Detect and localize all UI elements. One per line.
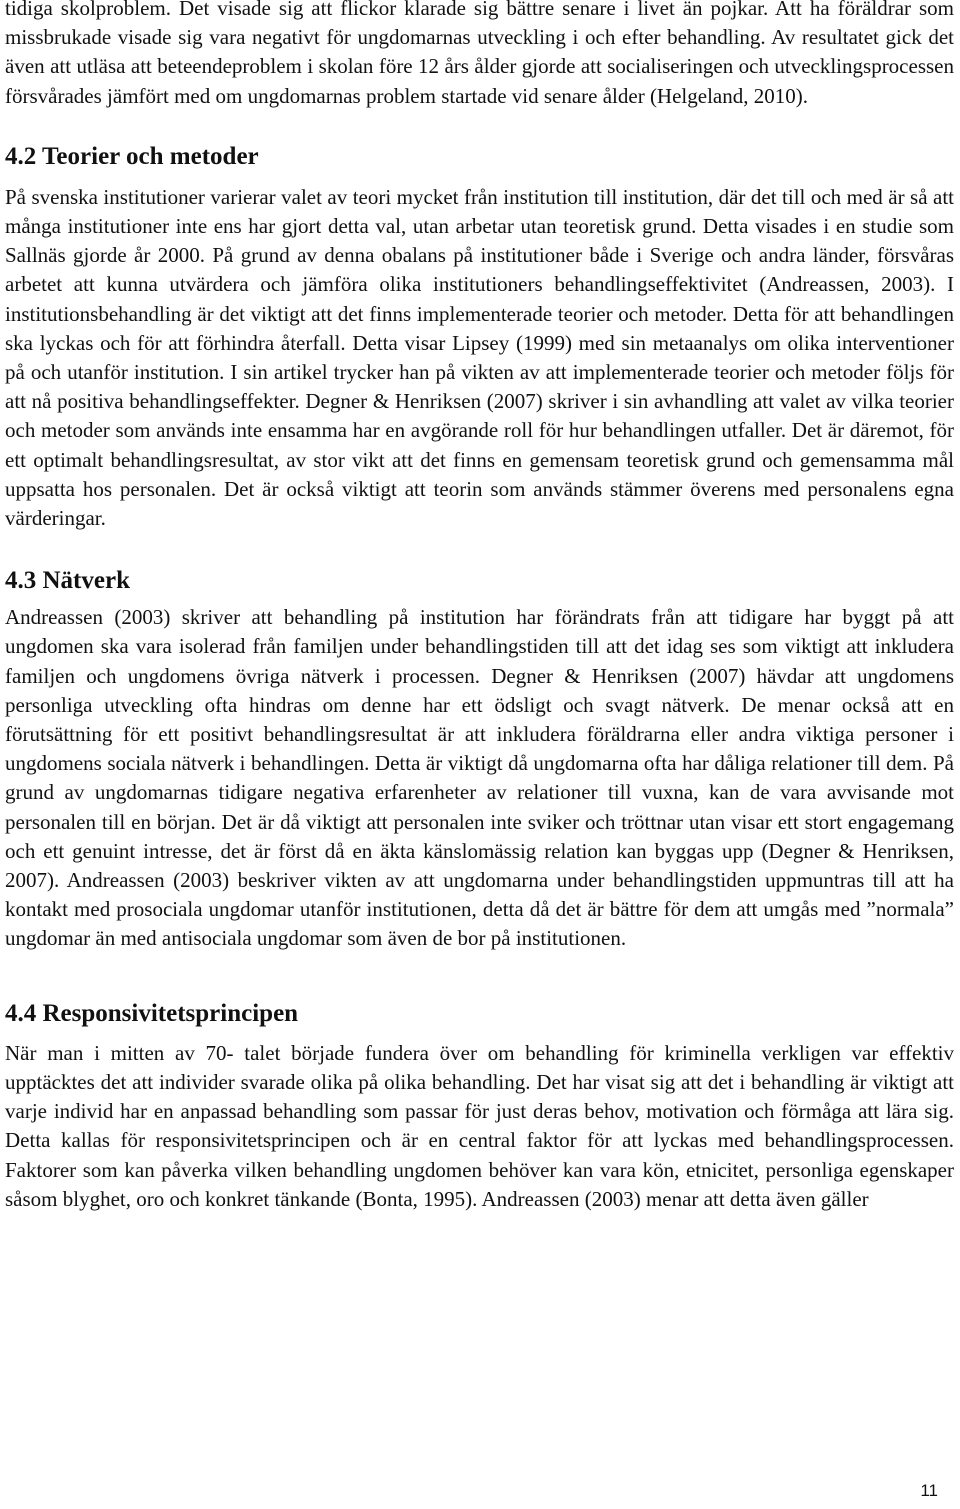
page-number: 11 — [920, 1481, 938, 1500]
section-paragraph-responsivitetsprincipen: När man i mitten av 70- talet började fundera över om behandling för kriminella verkligen var effektiv upptäcktes det att individer svarade olika på olika behandling. Det har visat sig att det i behandling är viktigt att varje individ har en anpassad behandling som passar för just deras behov, motivation och förmåga att lära sig. Detta kallas för responsivitetsprincipen och är en central faktor för att lyckas med behandlingsprocessen. Faktorer som kan påverka vilken behandling ungdomen behöver kan vara kön, etnicitet, personliga egenskaper såsom blyghet, oro och konkret tänkande (Bonta, 1995). Andreassen (2003) menar att detta även gäller — [5, 1040, 954, 1211]
section-heading-teorier-och-metoder: 4.2 Teorier och metoder — [5, 142, 259, 170]
intro-paragraph: tidiga skolproblem. Det visade sig att flickor klarade sig bättre senare i livet än pojkar. Att ha föräldrar som missbrukade visade sig vara negativt för ungdomarnas utveckling i och efter behandling. Av resultatet gick det även att utläsa att beteendeproblem i skolan före 12 års ålder gjorde att socialiseringen och utvecklingsprocessen försvårades jämfört med om ungdomarnas problem startade vid senare ålder (Helgeland, 2010). — [5, 0, 954, 108]
section-heading-responsivitetsprincipen: 4.4 Responsivitetsprincipen — [5, 999, 299, 1027]
section-paragraph-teorier-och-metoder: På svenska institutioner varierar valet av teori mycket från institution till institution, där det till och med är så att många institutioner inte ens har gjort detta val, utan arbetar utan teoretisk grund. Detta visades i en studie som Sallnäs gjorde år 2000. På grund av denna obalans på institutioner både i Sverige och andra länder, försvåras arbetet att kunna utvärdera och jämföra olika institutioners behandlingseffektivitet (Andreassen, 2003). I institutionsbehandling är det viktigt att det finns implementerade teorier och metoder. Detta för att behandlingen ska lyckas och för att förhindra återfall. Detta visar Lipsey (1999) med sin metaanalys om olika interventioner på och utanför institution. I sin artikel trycker han på vikten av att implementerade teorier och metoder följs för att nå positiva behandlingseffekter. Degner & Henriksen (2007) skriver i sin avhandling att valet av vilka teorier och metoder som används inte ensamma har en avgörande roll för hur behandlingen utfaller. Det är däremot, för ett optimalt behandlingsresultat, av stor vikt att det finns en gemensam teoretisk grund och gemensamma mål uppsatta hos personalen. Det är också viktigt att teorin som används stämmer överens med personalens egna värderingar. — [5, 184, 954, 531]
section-paragraph-natverk: Andreassen (2003) skriver att behandling på institution har förändrats från att tidigare har byggt på att ungdomen ska vara isolerad från familjen under behandlingstiden till att det idag ses som viktigt att inkludera familjen och ungdomens övriga nätverk i processen. Degner & Henriksen (2007) hävdar att ungdomens personliga utveckling ofta hindras om denne har ett ödsligt och svagt nätverk. De menar också att en förutsättning för ett positivt behandlingsresultat är att inkludera föräldrarna eller andra viktiga personer i ungdomens sociala nätverk i behandlingen. Detta är viktigt då ungdomarna ofta har dåliga relationer till dem. På grund av ungdomarnas tidigare negativa erfarenheter av relationer till vuxna, kan de vara avvisande mot personalen till en början. Det är då viktigt att personalen inte sviker och tröttnar utan visar ett stort engagemang och ett genuint intresse, det är först då en äkta känslomässig relation kan byggas upp (Degner & Henriksen, 2007). Andreassen (2003) beskriver vikten av att ungdomarna under behandlingstiden uppmuntras till att ha kontakt med prosociala ungdomar utanför institutionen, detta då det är bättre för dem att umgås med ”normala” ungdomar än med antisociala ungdomar som även de bor på institutionen. — [5, 605, 954, 951]
section-heading-natverk: 4.3 Nätverk — [5, 567, 130, 595]
